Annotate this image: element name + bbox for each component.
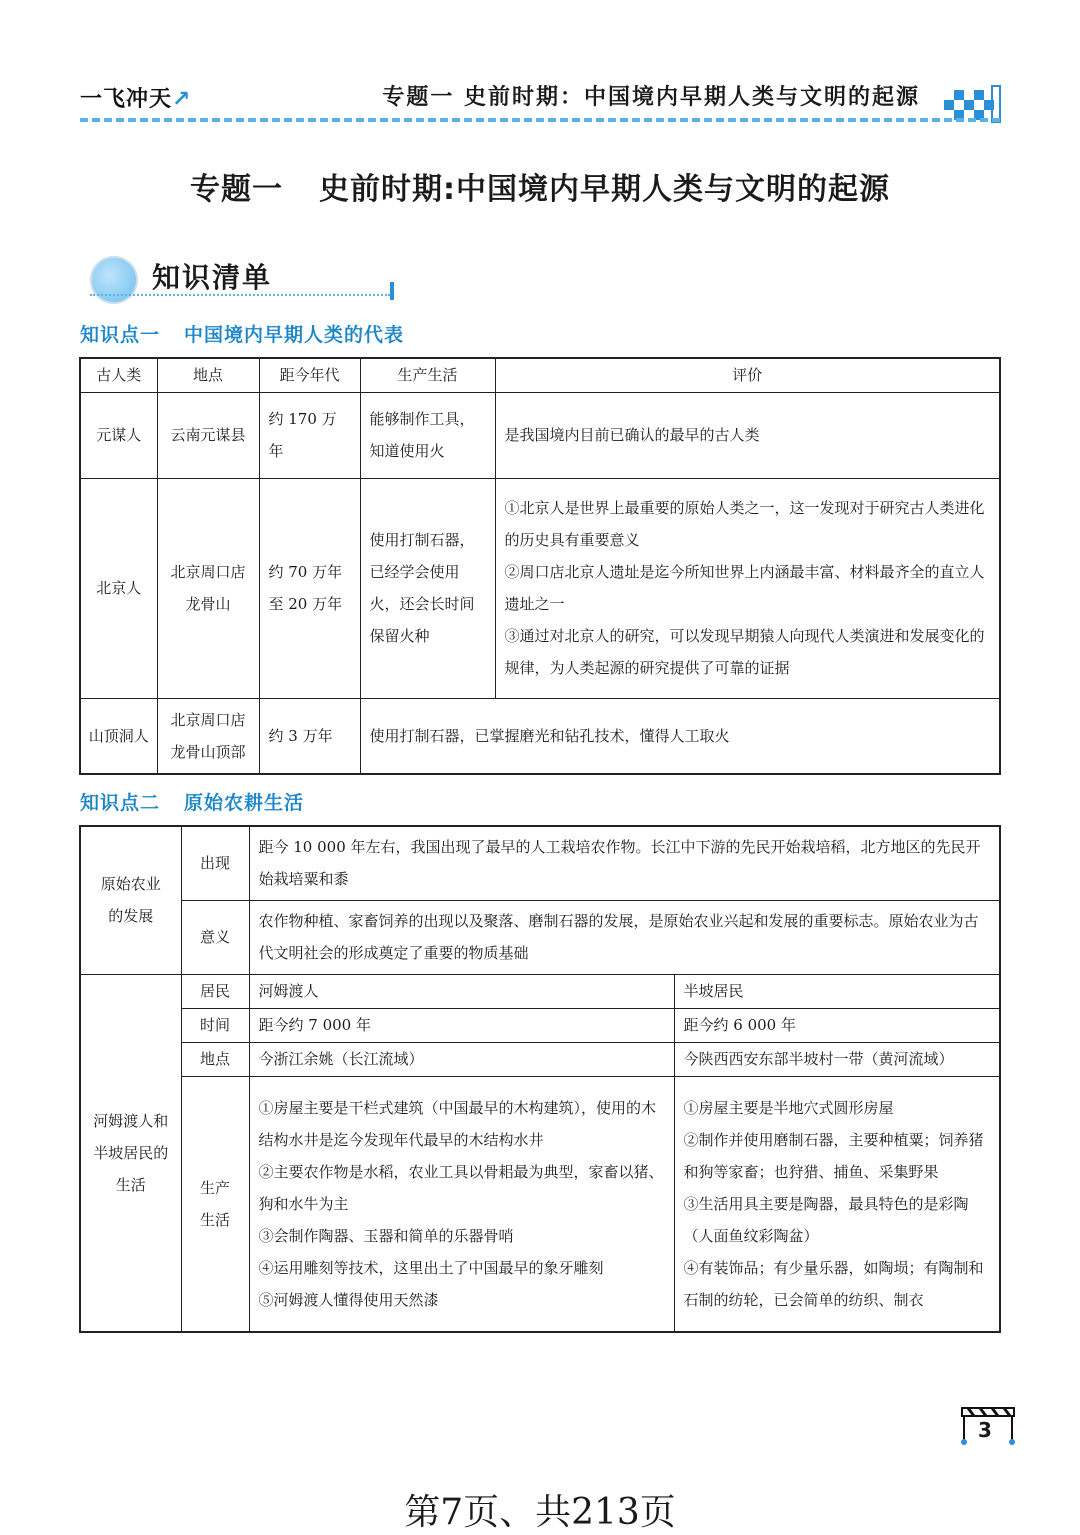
running-header-title: 专题一 史前时期：中国境内早期人类与文明的起源 (382, 84, 920, 110)
table-row: 北京人 北京周口店龙骨山 约 70 万年至 20 万年 使用打制石器，已经学会使用火，还会长时间保留火种 ①北京人是世界上最重要的原始人类之一，这一发现对于研究古人类进化的历史具有重要意义 ②周口店北京人遗址是迄今所知世界上内涵最丰富、材料最齐全的直立人遗址之一 ③通过对北京人的研究，可以发现早期猿人向现代人类演进和发展变化的规律，为人类起源的研究提供了可靠的证据 (80, 478, 1000, 698)
header-cell: 生产生活 (360, 358, 495, 392)
table-row: 山顶洞人 北京周口店龙骨山顶部 约 3 万年 使用打制石器，已掌握磨光和钻孔技术，懂得人工取火 (80, 698, 1000, 774)
page-number-badge: 3 (958, 1402, 1018, 1446)
table-row: 地点 今浙江余姚（长江流域） 今陕西西安东部半坡村一带（黄河流域） (80, 1042, 1000, 1076)
knowledge-point-2: 知识点二 原始农耕生活 (80, 792, 305, 814)
section-underline (90, 294, 390, 296)
header-cell: 评价 (495, 358, 1000, 392)
header-cell: 古人类 (80, 358, 157, 392)
section-marker (390, 282, 394, 300)
page-title: 专题一 史前时期:中国境内早期人类与文明的起源 (190, 172, 890, 207)
knowledge-point-1: 知识点一 中国境内早期人类的代表 (80, 324, 405, 346)
table-row: 河姆渡人和半坡居民的生活 居民 河姆渡人 半坡居民 (80, 974, 1000, 1008)
table-row: 元谋人 云南元谋县 约 170 万年 能够制作工具，知道使用火 是我国境内目前已确认的最早的古人类 (80, 392, 1000, 478)
table-header-row (80, 358, 1000, 392)
farming-life-table (79, 825, 1001, 1333)
swoosh-icon: ↗ (172, 87, 192, 112)
table-row: 生产生活 ①房屋主要是干栏式建筑（中国最早的木构建筑），使用的木结构水井是迄今发现年代最早的木结构水井 ②主要农作物是水稻，农业工具以骨耜最为典型，家畜以猪、狗和水牛为主 ③会制作陶器、玉器和简单的乐器骨哨 ④运用雕刻等技术，这里出土了中国最早的象牙雕刻 ⑤河姆渡人懂得使用天然漆 ①房屋主要是半地穴式圆形房屋 ②制作并使用磨制石器，主要种植粟；饲养猪和狗等家畜；也狩猎、捕鱼、采集野果 ③生活用具主要是陶器，最具特色的是彩陶（人面鱼纹彩陶盆） ④有装饰品；有少量乐器，如陶埙；有陶制和石制的纺轮，已会简单的纺织、制衣 (80, 1076, 1000, 1332)
table-row: 时间 距今约 7 000 年 距今约 6 000 年 (80, 1008, 1000, 1042)
page-footer: 第7页、共213页 (404, 1492, 676, 1533)
brand-logo: 一飞冲天↗ (80, 87, 192, 112)
early-humans-table (79, 357, 1001, 775)
header-cell: 地点 (157, 358, 259, 392)
table-row: 原始农业的发展 出现 距今 10 000 年左右，我国出现了最早的人工栽培农作物。长江中下游的先民开始栽培稻，北方地区的先民开始栽培粟和黍 (80, 826, 1000, 900)
table-row: 意义 农作物种植、家畜饲养的出现以及聚落、磨制石器的发展，是原始农业兴起和发展的重要标志。原始农业为古代文明社会的形成奠定了重要的物质基础 (80, 900, 1000, 974)
puzzle-icon (90, 256, 138, 304)
header-cell: 距今年代 (259, 358, 360, 392)
section-heading: 知识清单 (86, 250, 406, 304)
header-divider (80, 118, 1000, 122)
